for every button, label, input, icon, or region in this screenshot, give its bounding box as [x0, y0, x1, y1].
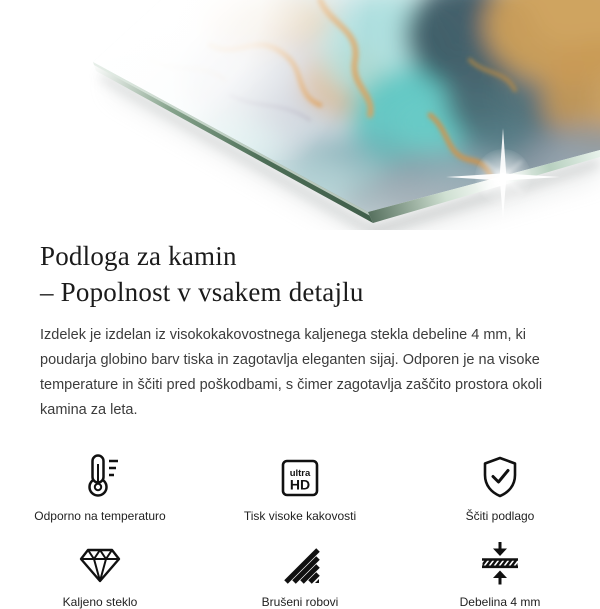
product-description: Izdelek je izdelan iz visokokakovostnega kaljenega stekla debeline 4 mm, ki poudarja globino barv tiska in zagotavlja eleganten sijaj. Odporen je na visoke temperature in ščiti pred poškodbami, s čimer zagotavlja zaščito prostora okoli kamina za leta. [40, 327, 543, 418]
product-photo-glass-panel [0, 0, 600, 230]
feature-protects-surface [400, 450, 600, 523]
feature-tempered-glass [0, 536, 200, 609]
feature-label: Odporno na temperaturo [34, 509, 166, 523]
feature-label: Tisk visoke kakovosti [243, 509, 357, 523]
thickness-icon [478, 536, 522, 586]
diamond-icon [77, 536, 123, 586]
feature-print-quality [200, 450, 400, 523]
page-title [40, 238, 572, 310]
title-line-2: – Popolnost v vsakem detajlu [40, 277, 364, 307]
title-line-1: Podloga za kamin [40, 241, 237, 271]
shield-check-icon [478, 450, 522, 500]
feature-polished-edges [200, 536, 400, 609]
feature-label: Brušeni robovi [261, 595, 339, 609]
feature-temperature-resistant [0, 450, 200, 523]
hero-section [0, 0, 600, 230]
thermometer-icon [78, 450, 122, 500]
ultra-hd-icon [278, 450, 322, 500]
features-grid [0, 450, 600, 609]
polished-edges-icon [278, 536, 322, 586]
feature-label: Kaljeno steklo [62, 595, 138, 609]
feature-thickness [400, 536, 600, 609]
product-info-section [0, 238, 600, 609]
feature-label: Debelina 4 mm [459, 595, 541, 609]
hd-label: HD [289, 476, 311, 493]
feature-label: Ščiti podlago [465, 509, 535, 523]
ultra-label: ultra [289, 468, 311, 479]
